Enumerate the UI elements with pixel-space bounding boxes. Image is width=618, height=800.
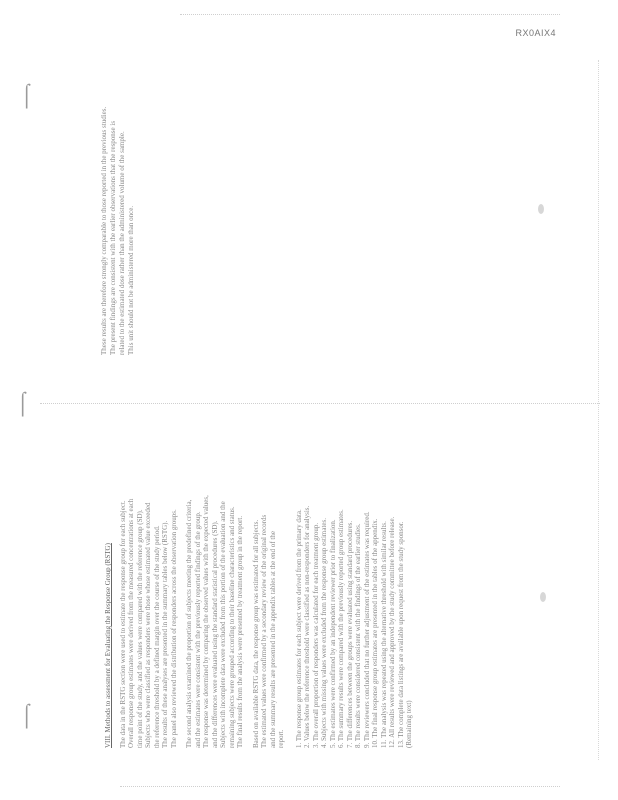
section-heading: VIII. Methods to assessment for Evaluating the Response Group (RSTG) xyxy=(104,543,112,748)
paragraph-line: and the summary results are presented in the appendix tables at the end of the xyxy=(268,531,277,748)
paragraph-line: report. xyxy=(277,729,285,748)
paragraph-line: and the estimates were consistent with the previously reported findings of the group. xyxy=(193,511,202,748)
paragraph-line: The final results from the analysis were presented by treatment group in the report. xyxy=(236,515,244,748)
list-item: 8. The results were considered consistent with the findings of the earlier studies. xyxy=(354,523,362,748)
list-item: 6. The summary results were compared with the previously reported group estimates. xyxy=(337,509,345,748)
list-item: 9. The reviewers concluded that no further adjustment of the estimates was required. xyxy=(362,511,371,748)
document-code: RX0AIX4 xyxy=(515,28,556,38)
binding-mark-top: ⌠ xyxy=(20,82,34,107)
scan-guide-middle xyxy=(40,403,600,404)
paragraph-line: The second analysis examined the proportion of subjects meeting the predefined criteria, xyxy=(185,499,193,748)
list-item: 10. The final response group estimates are presented in the tables of the appendix. xyxy=(371,518,379,748)
upper-line: This unit should not be administered more than once. xyxy=(127,205,135,355)
scan-guide-right xyxy=(598,60,599,760)
list-item: 7. The differences between the groups were evaluated using standard procedures. xyxy=(345,520,354,748)
list-item: 13. The complete data listings are available upon request from the study sponsor. xyxy=(396,521,405,748)
paragraph-line: remaining subjects were grouped according to their baseline characteristics and status. xyxy=(227,506,236,748)
paragraph-line: The results of these analyses are presented in the summary tables below (RSTG). xyxy=(161,520,169,748)
paragraph-line: The panel also reviewed the distribution of responders across the observation groups. xyxy=(169,509,178,748)
binding-mark-bottom: ⌠ xyxy=(20,702,34,727)
upper-text-block xyxy=(100,80,136,355)
paragraph-line: Based on available RSTG data, the response group was estimated for all subjects. xyxy=(251,519,260,748)
upper-line: related to the estimated dose rather than the administered volume of the sample. xyxy=(118,131,126,355)
paragraph-line: the reference threshold by a defined margin over the course of the study period. xyxy=(152,525,161,748)
list-footer: (Remaining text) xyxy=(405,700,413,748)
paragraph-line: The response was determined by comparing the observed values with the expected values, xyxy=(202,495,210,748)
scan-smudge xyxy=(540,592,546,602)
scan-smudge xyxy=(538,204,544,214)
scan-guide-bottom xyxy=(120,786,560,787)
paragraph-line: time point of the study, and the values were compared with the reference group (SD). xyxy=(135,509,144,748)
paragraph-line: Subjects who were classified as responders were those whose estimated value exceeded xyxy=(144,502,152,748)
list-item: 3. The overall proportion of responders was calculated for each treatment group. xyxy=(311,522,320,748)
list-item: 5. The estimates were confirmed by an independent reviewer prior to finalization. xyxy=(328,519,337,748)
upper-line: The present findings are consistent with the earlier observations that the response is xyxy=(109,120,117,355)
paragraph-line: and the differences were evaluated using the standard statistical procedures (SD). xyxy=(210,520,219,748)
paragraph-line: The estimated values were confirmed by a secondary review of the original records xyxy=(260,514,268,748)
upper-line: These results are therefore strongly comparable to those reported in the previous studies. xyxy=(100,106,108,355)
list-item: 4. Subjects with missing values were excluded from the response group estimates. xyxy=(320,518,328,748)
paragraph-line: The data in the RSTG section were used to estimate the response group for each subject. xyxy=(118,500,127,748)
paragraph-line: Subjects with incomplete data were excluded from this portion of the evaluation and the xyxy=(219,501,227,748)
list-item: 11. The analysis was repeated using the alternative threshold with similar results. xyxy=(379,521,388,748)
list-item: 12. All results were reviewed and approved by the study committee before release. xyxy=(388,516,396,748)
main-text-block xyxy=(104,448,414,748)
list-item: 1. The response group estimates for each subject were derived from the primary data. xyxy=(294,509,303,748)
paragraph-line: Overall response group estimates were derived from the measured concentrations at each xyxy=(127,498,135,748)
binding-mark-middle: ⌠ xyxy=(16,390,30,415)
scan-guide-top xyxy=(180,14,560,15)
list-item: 2. Values below the reference threshold were classified as non-responders for analysis. xyxy=(303,505,311,748)
